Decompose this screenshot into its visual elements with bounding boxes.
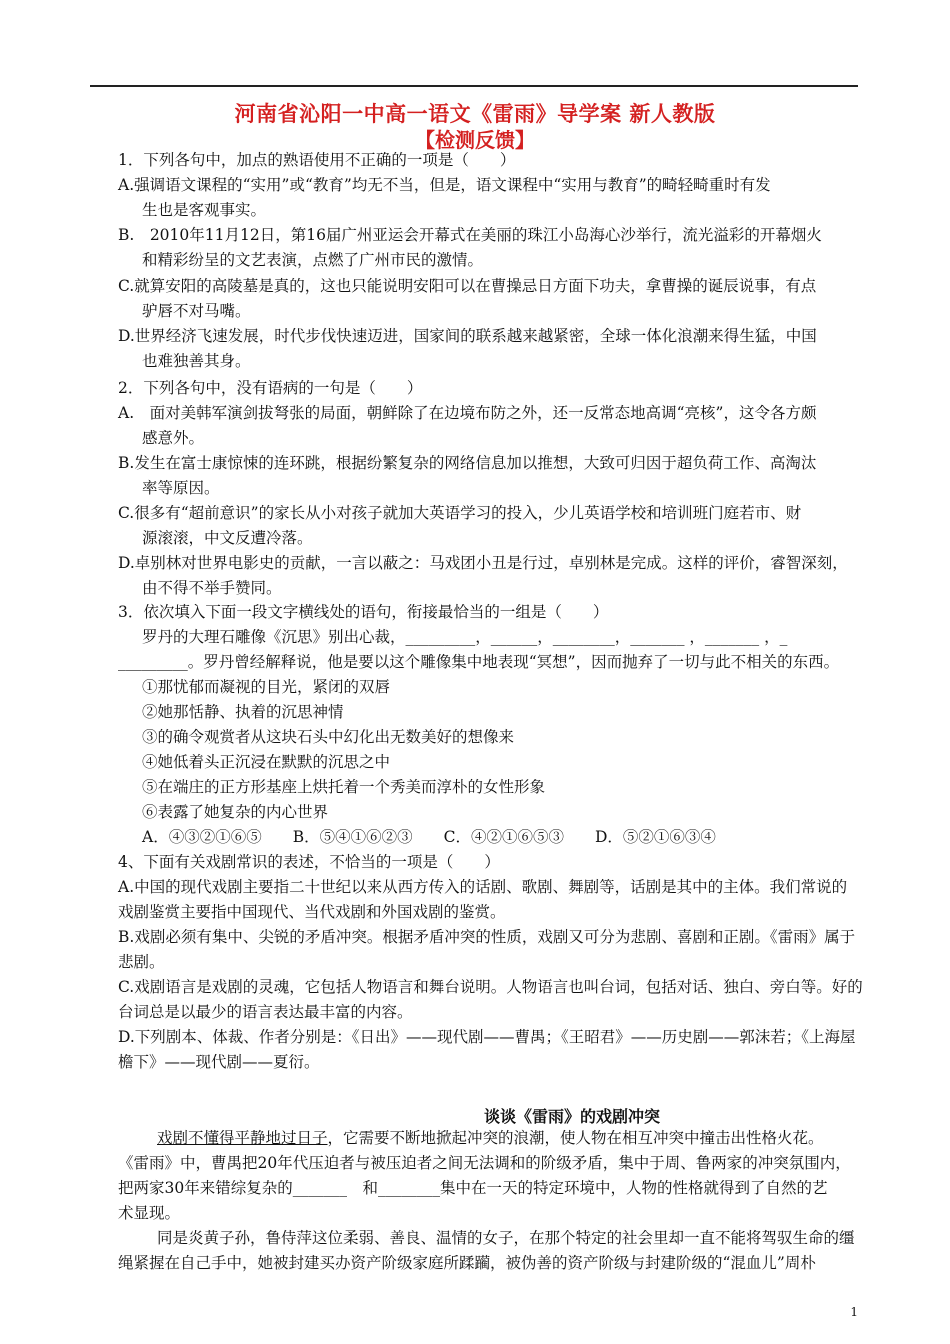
q1-option-d-cont: 也难独善其身。 [142, 352, 251, 370]
q2-option-a: A. 面对美韩军演剑拔弩张的局面，朝鲜除了在边境布防之外，还一反常态地高调“亮核”，这令各方颇 [118, 404, 817, 422]
q3-item-4: ④她低着头正沉浸在默默的沉思之中 [142, 753, 391, 771]
essay-title: 谈谈《雷雨》的戏剧冲突 [484, 1107, 661, 1126]
essay-p1-line2: 《雷雨》中，曹禺把20年代压迫者与被压迫者之间无法调和的阶级矛盾，集中于周、鲁两家的冲突氛围内， [118, 1154, 851, 1172]
q2-option-c-cont: 源滚滚，中文反遭冷落。 [142, 529, 313, 547]
q2-option-b: B.发生在富士康惊悚的连环跳，根据纷繁复杂的网络信息加以推想，大致可归因于超负荷工作、高淘汰 [118, 454, 817, 472]
page-number: 1 [850, 1305, 858, 1319]
q2-option-c: C.很多有“超前意识”的家长从小对孩子就加大英语学习的投入，少儿英语学校和培训班门庭若市、财 [118, 504, 802, 522]
q2-option-d: D.卓别林对世界电影史的贡献，一言以蔽之：马戏团小丑是行过，卓别林是完成。这样的评价，睿智深刻， [118, 554, 848, 572]
q3-passage-line2: _________。罗丹曾经解释说，他是要以这个雕像集中地表现“冥想”，因而抛弃了一切与此不相关的东西。 [118, 653, 840, 671]
q4-option-b-cont: 悲剧。 [118, 953, 165, 971]
essay-underlined-phrase: 戏剧不懂得平静地过日子 [157, 1129, 328, 1147]
essay-p1-line3: 把两家30年来错综复杂的_______ 和________集中在一天的特定环境中，人物的性格就得到了自然的艺 [118, 1179, 828, 1197]
q1-option-a-cont: 生也是客观事实。 [142, 201, 267, 219]
essay-p2-line2: 绳紧握在自己手中，她被封建买办资产阶级家庭所蹂躏，被伪善的资产阶级与封建阶级的“混血儿”周朴 [118, 1254, 816, 1272]
essay-p2-line1: 同是炎黄子孙，鲁侍萍这位柔弱、善良、温情的女子，在那个特定的社会里却一直不能将驾驭生命的缰 [157, 1229, 855, 1247]
q3-choices: A．④③②①⑥⑤ B．⑤④①⑥②③ C．④②①⑥⑤③ D．⑤②①⑥③④ [142, 828, 716, 846]
q3-item-6: ⑥表露了她复杂的内心世界 [142, 803, 329, 821]
document-title: 河南省沁阳一中高一语文《雷雨》导学案 新人教版 [234, 102, 716, 126]
essay-p1-line4: 术显现。 [118, 1204, 181, 1222]
section-heading: 【检测反馈】 [415, 128, 535, 152]
question-3: 3．依次填入下面一段文字横线处的语句，衔接最恰当的一组是（ ） [118, 603, 609, 621]
q4-option-b: B.戏剧必须有集中、尖锐的矛盾冲突。根据矛盾冲突的性质，戏剧又可分为悲剧、喜剧和正剧。《雷雨》属于 [118, 928, 856, 946]
essay-p1-line1 [157, 1128, 824, 1148]
q1-option-c: C.就算安阳的高陵墓是真的，这也只能说明安阳可以在曹操忌日方面下功夫，拿曹操的诞辰说事，有点 [118, 277, 817, 295]
q1-option-d: D.世界经济飞速发展，时代步伐快速迈进，国家间的联系越来越紧密，全球一体化浪潮来得生猛，中国 [118, 327, 817, 345]
q3-item-5: ⑤在端庄的正方形基座上烘托着一个秀美而淳朴的女性形象 [142, 778, 546, 796]
question-4: 4、下面有关戏剧常识的表述，不恰当的一项是（ ） [118, 853, 500, 871]
top-rule [90, 85, 858, 87]
q2-option-b-cont: 率等原因。 [142, 479, 220, 497]
q3-passage-line1: 罗丹的大理石雕像《沉思》别出心裁，_________，______，________，_______ ，_______ ，_ [142, 628, 788, 646]
q4-option-c: C.戏剧语言是戏剧的灵魂，它包括人物语言和舞台说明。人物语言也叫台词，包括对话、独白、旁白等。好的 [118, 978, 863, 996]
q3-item-3: ③的确令观赏者从这块石头中幻化出无数美好的想像来 [142, 728, 515, 746]
q1-option-b: B. 2010年11月12日，第16届广州亚运会开幕式在美丽的珠江小岛海心沙举行，流光溢彩的开幕烟火 [118, 226, 822, 244]
q1-option-c-cont: 驴唇不对马嘴。 [142, 302, 251, 320]
q4-option-c-cont: 台词总是以最少的语言表达最丰富的内容。 [118, 1003, 413, 1021]
q2-option-a-cont: 感意外。 [142, 429, 205, 447]
q1-option-b-cont: 和精彩纷呈的文艺表演，点燃了广州市民的激情。 [142, 251, 484, 269]
question-2: 2．下列各句中，没有语病的一句是（ ） [118, 379, 423, 397]
q3-item-2: ②她那恬静、执着的沉思神情 [142, 703, 344, 721]
q4-option-a: A.中国的现代戏剧主要指二十世纪以来从西方传入的话剧、歌剧、舞剧等，话剧是其中的主体。我们常说的 [118, 878, 848, 896]
q1-option-a: A.强调语文课程的“实用”或“教育”均无不当，但是，语文课程中“实用与教育”的畸轻畸重时有发 [118, 176, 771, 194]
question-1: 1．下列各句中，加点的熟语使用不正确的一项是（ ） [118, 151, 516, 169]
q3-item-1: ①那忧郁而凝视的目光，紧闭的双唇 [142, 678, 391, 696]
q2-option-d-cont: 由不得不举手赞同。 [142, 579, 282, 597]
q4-option-d-cont: 檐下》——现代剧——夏衍。 [118, 1053, 320, 1071]
q4-option-d: D.下列剧本、体裁、作者分别是：《日出》——现代剧——曹禺；《王昭君》——历史剧——郭沫若；《上海屋 [118, 1028, 856, 1046]
essay-p1-line1-rest: ，它需要不断地掀起冲突的浪潮，使人物在相互冲突中撞击出性格火花。 [327, 1129, 824, 1147]
q4-option-a-cont: 戏剧鉴赏主要指中国现代、当代戏剧和外国戏剧的鉴赏。 [118, 903, 506, 921]
